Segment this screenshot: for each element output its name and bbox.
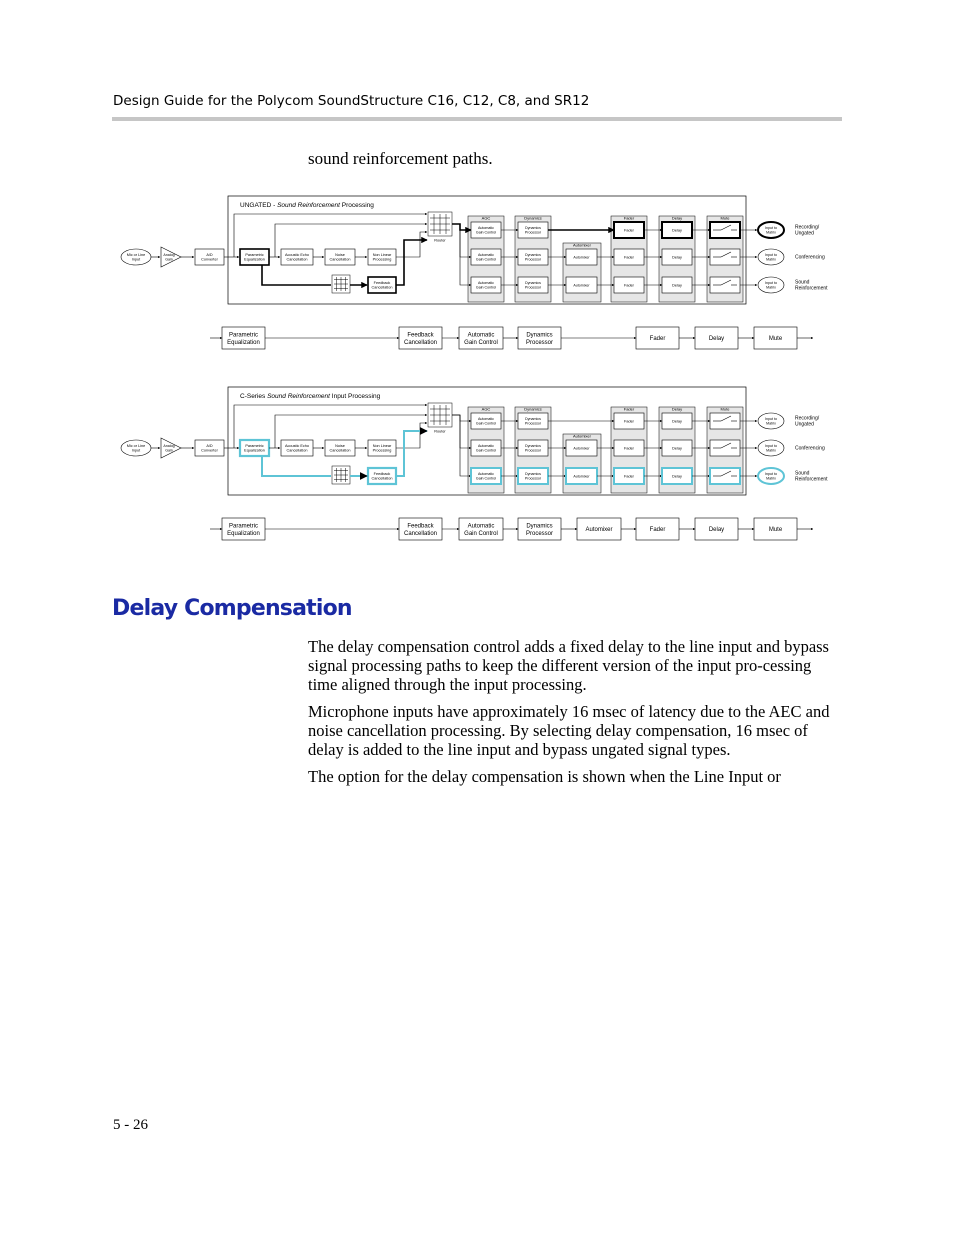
channel-column-title: Delay [671, 215, 683, 221]
channel-column-title: AGC [481, 406, 491, 412]
chain-parametric-eq-label: Equalization [227, 339, 260, 346]
fader-block-label: Fader [624, 419, 634, 424]
chain-automatic-gain-control-label: Automatic [467, 332, 495, 339]
output-label: Reinforcement [795, 476, 828, 483]
chain-dynamics-processor-label: Processor [525, 339, 554, 346]
chain-feedback-cancellation-label: Feedback [407, 523, 434, 530]
analog-gain-label: Gain [165, 448, 173, 453]
channel-column-title: Mute [720, 215, 730, 221]
non-linear-processing-label: Processing [372, 257, 392, 262]
delay-block-label: Delay [672, 283, 682, 288]
feedback-cancellation-label: Cancellation [371, 285, 393, 290]
chain-delay-label: Delay [708, 527, 725, 534]
fader-block-label: Fader [624, 228, 634, 233]
input-to-matrix-label: Matrix [766, 448, 776, 453]
ungated-processing-diagram [121, 196, 828, 304]
input-to-matrix-label: Input to [765, 226, 777, 231]
input-to-matrix-label: Input to [765, 444, 777, 449]
acoustic-echo-cancellation-label: Cancellation [286, 448, 308, 453]
mic-line-input-label: Input [131, 257, 141, 262]
chain-feedback-cancellation-label: Cancellation [403, 530, 438, 537]
automatic-gain-control-label: Automatic [478, 444, 494, 449]
parametric-eq-label: Parametric [245, 252, 264, 257]
automatic-gain-control-label: Automatic [478, 417, 494, 422]
ad-converter-label: Converter [201, 448, 218, 453]
parametric-eq-label: Equalization [244, 448, 265, 453]
ungated-processing-chain [210, 327, 813, 349]
paragraph-1: The delay compensation control adds a fixed delay to the line input and bypass signal processing paths to keep the different version of the input pro-cessing time aligned through the input processing. [308, 637, 829, 694]
output-label: Conferencing [795, 445, 825, 452]
output-label: Conferencing [795, 254, 825, 261]
automatic-gain-control-label: Gain Control [475, 448, 497, 453]
ad-converter-label: Converter [201, 257, 218, 262]
input-to-matrix-label: Matrix [766, 257, 776, 262]
dynamics-processor-label: Dynamics [525, 472, 541, 477]
input-to-matrix-label: Matrix [766, 476, 776, 481]
output-label: Ungated [795, 421, 814, 428]
chain-mute-label: Mute [768, 527, 783, 534]
analog-gain-label: Gain [165, 257, 173, 262]
delay-block-label: Delay [672, 474, 682, 479]
dynamics-processor-label: Dynamics [525, 226, 541, 231]
automatic-gain-control-label: Gain Control [475, 230, 497, 235]
acoustic-echo-cancellation-label: Acoustic Echo [284, 252, 310, 257]
signal-flow-diagrams [0, 0, 954, 580]
non-linear-processing-label: Processing [372, 448, 392, 453]
fader-block-label: Fader [624, 283, 634, 288]
automixer-column-title: Automixer [572, 433, 592, 439]
chain-feedback-cancellation-label: Feedback [407, 332, 434, 339]
dynamics-processor-label: Dynamics [525, 444, 541, 449]
ad-converter-label: A/D [206, 443, 213, 448]
running-header: Design Guide for the Polycom SoundStructure C16, C12, C8, and SR12 [113, 93, 590, 109]
paragraph-3: The option for the delay compensation is shown when the Line Input or [308, 767, 781, 786]
automatic-gain-control-label: Automatic [478, 253, 494, 258]
acoustic-echo-cancellation-label: Acoustic Echo [284, 443, 310, 448]
non-linear-processing-label: Non Linear [372, 252, 392, 257]
delay-block-label: Delay [672, 228, 682, 233]
chain-automatic-gain-control-label: Gain Control [464, 530, 498, 537]
diagram-title [240, 202, 374, 209]
automixer-block-label: Automixer [573, 446, 590, 451]
diagram-title [240, 393, 381, 400]
noise-cancellation-label: Cancellation [329, 448, 351, 453]
output-label: Recording/ [795, 224, 820, 231]
automatic-gain-control-label: Gain Control [475, 421, 497, 426]
diagram-title-prefix: UNGATED - [240, 202, 278, 209]
channel-column-title: Dynamics [524, 406, 542, 412]
paragraph-2: Microphone inputs have approximately 16 msec of latency due to the AEC and noise cancellation processing. By selecting delay compensation, 16 msec of delay is added to the line input and bypass ungated signal types. [308, 702, 830, 759]
channel-column-title: AGC [481, 215, 491, 221]
chain-automatic-gain-control-label: Automatic [467, 523, 495, 530]
chain-dynamics-processor-label: Dynamics [526, 332, 553, 339]
c-series-processing-diagram [121, 387, 828, 495]
input-to-matrix-label: Input to [765, 253, 777, 258]
input-to-matrix-label: Input to [765, 281, 777, 286]
output-label: Ungated [795, 230, 814, 237]
channel-column-title: Mute [720, 406, 730, 412]
dynamics-processor-label: Processor [524, 476, 542, 481]
parametric-eq-label: Parametric [245, 443, 264, 448]
dynamics-processor-label: Processor [524, 448, 542, 453]
chain-mute-label: Mute [768, 336, 783, 343]
output-label: Recording/ [795, 415, 820, 422]
diagram-title-suffix: Processing [339, 202, 374, 209]
automixer-block-label: Automixer [573, 255, 590, 260]
diagram-title-italic: Sound Reinforcement [267, 393, 330, 400]
automixer-block-label: Automixer [573, 474, 590, 479]
diagram-title-prefix: C-Series [240, 393, 268, 400]
automatic-gain-control-label: Gain Control [475, 285, 497, 290]
noise-cancellation-label: Noise [335, 443, 345, 448]
channel-column-title: Fader [623, 406, 635, 412]
mic-line-input-label: Mic or Line [126, 443, 146, 448]
chain-delay-label: Delay [708, 336, 725, 343]
analog-gain-label: Analog [163, 444, 175, 449]
delay-block-label: Delay [672, 419, 682, 424]
chain-automixer-label: Automixer [585, 527, 613, 534]
parametric-eq-label: Equalization [244, 257, 265, 262]
chain-automatic-gain-control-label: Gain Control [464, 339, 498, 346]
fader-block-label: Fader [624, 474, 634, 479]
feedback-cancellation-label: Cancellation [371, 476, 393, 481]
feedback-cancellation-label: Feedback [373, 280, 391, 285]
analog-gain-label: Analog [163, 253, 175, 258]
output-label: Sound [795, 470, 810, 477]
chain-fader-label: Fader [649, 527, 666, 534]
automixer-column-title: Automixer [572, 242, 592, 248]
delay-block-label: Delay [672, 255, 682, 260]
fader-block-label: Fader [624, 446, 634, 451]
mic-line-input-label: Mic or Line [126, 252, 146, 257]
chain-parametric-eq-label: Parametric [228, 523, 259, 530]
input-to-matrix-label: Matrix [766, 421, 776, 426]
output-label: Sound [795, 279, 810, 286]
input-to-matrix-label: Input to [765, 417, 777, 422]
chain-dynamics-processor-label: Processor [525, 530, 554, 537]
dynamics-processor-label: Processor [524, 421, 542, 426]
automatic-gain-control-label: Automatic [478, 226, 494, 231]
output-label: Reinforcement [795, 285, 828, 292]
acoustic-echo-cancellation-label: Cancellation [286, 257, 308, 262]
channel-column-title: Dynamics [524, 215, 542, 221]
chain-parametric-eq-label: Equalization [227, 530, 260, 537]
automatic-gain-control-label: Automatic [478, 472, 494, 477]
dynamics-processor-label: Dynamics [525, 417, 541, 422]
diagram-title-suffix: Input Processing [329, 393, 381, 400]
diagram-title-italic: Sound Reinforcement [277, 202, 340, 209]
dynamics-processor-label: Processor [524, 257, 542, 262]
ad-converter-label: A/D [206, 252, 213, 257]
automatic-gain-control-label: Automatic [478, 281, 494, 286]
automatic-gain-control-label: Gain Control [475, 476, 497, 481]
router-label: Router [434, 238, 446, 243]
dynamics-processor-label: Dynamics [525, 253, 541, 258]
noise-cancellation-label: Noise [335, 252, 345, 257]
fader-block-label: Fader [624, 255, 634, 260]
channel-column-title: Fader [623, 215, 635, 221]
intro-line: sound reinforcement paths. [308, 149, 493, 168]
noise-cancellation-label: Cancellation [329, 257, 351, 262]
c-series-processing-chain [210, 518, 813, 540]
automixer-block-label: Automixer [573, 283, 590, 288]
chain-dynamics-processor-label: Dynamics [526, 523, 553, 530]
input-to-matrix-label: Matrix [766, 230, 776, 235]
dynamics-processor-label: Processor [524, 285, 542, 290]
channel-column-title: Delay [671, 406, 683, 412]
delay-block-label: Delay [672, 446, 682, 451]
section-heading: Delay Compensation [112, 596, 352, 621]
page-number: 5 - 26 [113, 1117, 148, 1133]
input-to-matrix-label: Input to [765, 472, 777, 477]
automatic-gain-control-label: Gain Control [475, 257, 497, 262]
dynamics-processor-label: Processor [524, 230, 542, 235]
router-label: Router [434, 429, 446, 434]
dynamics-processor-label: Dynamics [525, 281, 541, 286]
chain-parametric-eq-label: Parametric [228, 332, 259, 339]
input-to-matrix-label: Matrix [766, 285, 776, 290]
mic-line-input-label: Input [131, 448, 141, 453]
feedback-cancellation-label: Feedback [373, 471, 391, 476]
chain-fader-label: Fader [649, 336, 666, 343]
non-linear-processing-label: Non Linear [372, 443, 392, 448]
chain-feedback-cancellation-label: Cancellation [403, 339, 438, 346]
